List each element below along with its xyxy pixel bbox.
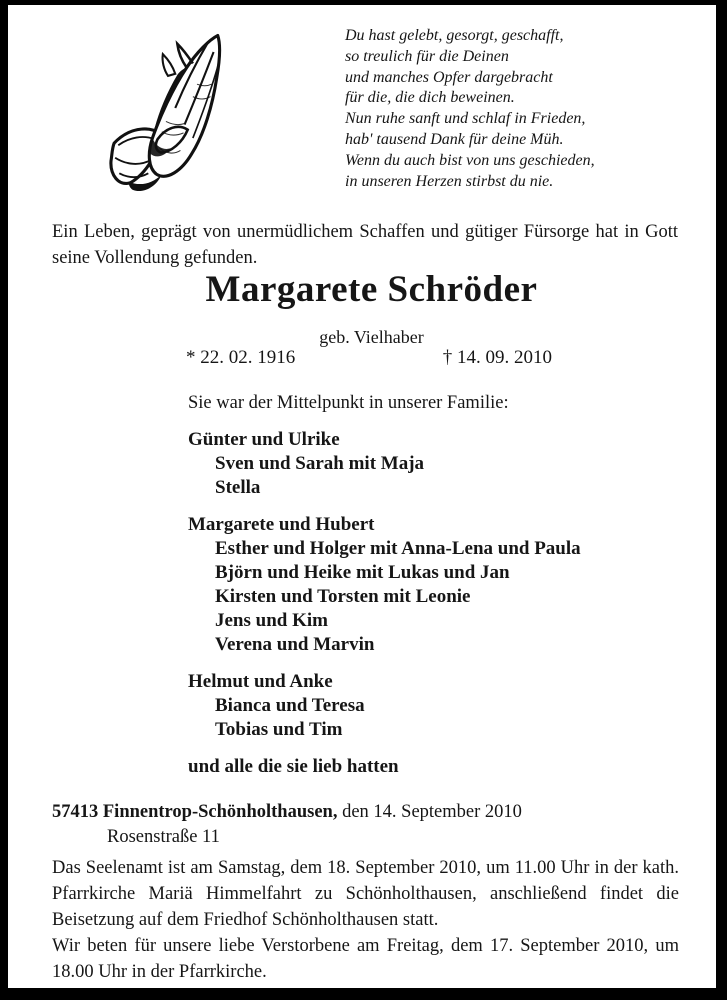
family-member: Björn und Heike mit Lukas und Jan bbox=[215, 562, 510, 583]
family-member: Tobias und Tim bbox=[215, 719, 343, 740]
family-closing: und alle die sie lieb hatten bbox=[188, 756, 399, 777]
death-date: † 14. 09. 2010 bbox=[442, 347, 552, 368]
family-member: Bianca und Teresa bbox=[215, 695, 365, 716]
family-group bbox=[188, 428, 581, 500]
funeral-service-info: Das Seelenamt ist am Samstag, dem 18. September 2010, um 11.00 Uhr in der kath. Pfarrkirche Mariä Himmelfahrt zu Schönholthausen, anschließend findet die Beisetzung auf dem Friedhof Schönholthausen statt. bbox=[52, 858, 679, 930]
family-member: Jens und Kim bbox=[215, 610, 328, 631]
family-group bbox=[188, 513, 581, 657]
poem-line: und manches Opfer dargebracht bbox=[345, 68, 553, 86]
poem-line: hab' tausend Dank für deine Müh. bbox=[345, 130, 564, 148]
family-group-head: Helmut und Anke bbox=[188, 671, 333, 692]
poem-line: so treulich für die Deinen bbox=[345, 47, 509, 65]
family-section bbox=[188, 391, 581, 779]
street-address: Rosenstraße 11 bbox=[107, 827, 220, 847]
family-intro: Sie war der Mittelpunkt in unserer Familie: bbox=[188, 393, 509, 413]
family-group-head: Günter und Ulrike bbox=[188, 429, 340, 450]
life-dates bbox=[186, 347, 552, 369]
poem-line: Nun ruhe sanft und schlaf in Frieden, bbox=[345, 110, 586, 128]
prayer-service-info: Wir beten für unsere liebe Verstorbene am Freitag, dem 17. September 2010, um 18.00 Uhr in der Pfarrkirche. bbox=[52, 936, 679, 982]
deceased-name: Margarete Schröder bbox=[205, 269, 538, 310]
place-name: 57413 Finnentrop-Schönholthausen, bbox=[52, 802, 338, 822]
notice-date: den 14. September 2010 bbox=[337, 802, 522, 822]
family-member: Stella bbox=[215, 477, 261, 498]
place-date-line bbox=[52, 802, 522, 823]
memorial-poem bbox=[345, 26, 595, 192]
family-member: Kirsten und Torsten mit Leonie bbox=[215, 586, 471, 607]
family-group-head: Margarete und Hubert bbox=[188, 514, 375, 535]
family-group bbox=[188, 670, 581, 742]
poem-line: in unseren Herzen stirbst du nie. bbox=[345, 172, 554, 190]
poem-line: Wenn du auch bist von uns geschieden, bbox=[345, 151, 595, 169]
praying-hands-icon bbox=[104, 22, 232, 194]
poem-line: Du hast gelebt, gesorgt, geschafft, bbox=[345, 27, 564, 44]
family-member: Esther und Holger mit Anna-Lena und Paula bbox=[215, 538, 581, 559]
family-member: Verena und Marvin bbox=[215, 634, 375, 655]
birth-date: * 22. 02. 1916 bbox=[186, 347, 296, 368]
poem-line: für die, die dich beweinen. bbox=[345, 89, 515, 107]
intro-text: Ein Leben, geprägt von unermüdlichem Schaffen und gütiger Fürsorge hat in Gott seine Vollendung gefunden. bbox=[52, 222, 678, 268]
family-member: Sven und Sarah mit Maja bbox=[215, 453, 425, 474]
maiden-name: geb. Vielhaber bbox=[319, 327, 424, 347]
